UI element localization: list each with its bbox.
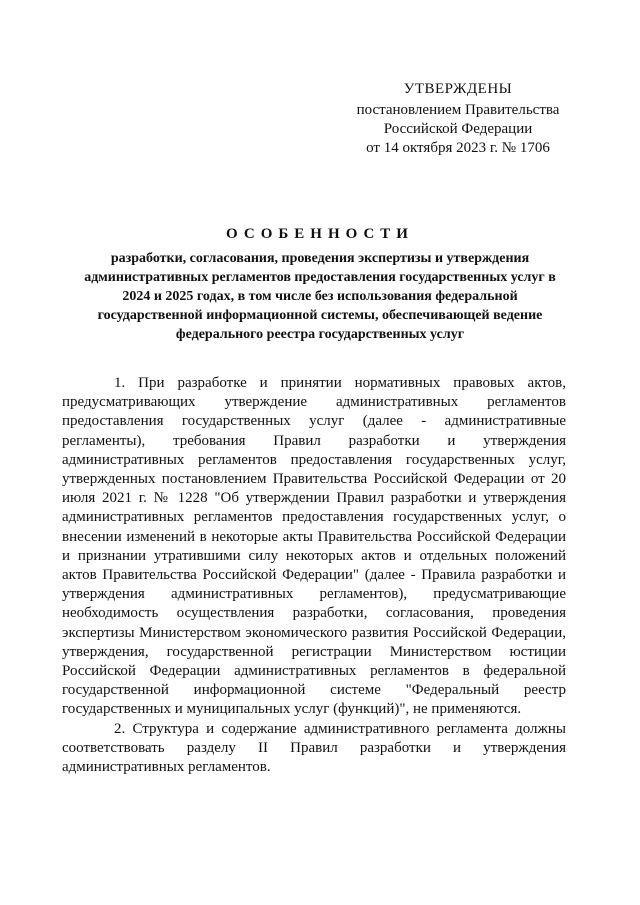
approval-block: [340, 80, 576, 158]
paragraph-2: 2. Структура и содержание административного регламента должны соответствовать разделу II Правил разработки и утверждения административных регламентов.: [62, 720, 566, 776]
approval-line-2: Российской Федерации: [383, 121, 533, 137]
document-body: [62, 374, 566, 777]
paragraph-1: 1. При разработке и принятии нормативных правовых актов, предусматривающих утверждение административных регламентов предоставления государственных услуг (далее - административные регламенты), требования Правил разработки и утверждения административных регламентов предоставления государственных услуг, утвержденных постановлением Правительства Российской Федерации от 20 июля 2021 г. № 1228 "Об утверждении Правил разработки и утверждения административных регламентов предоставления государственных услуг, о внесении изменений в некоторые акты Правительства Российской Федерации и признании утратившими силу некоторых актов и отдельных положений актов Правительства Российской Федерации" (далее - Правила разработки и утверждения административных регламентов), предусматривающие необходимость осуществления разработки, согласования, проведения экспертизы Министерством экономического развития Российской Федерации, утверждения, государственной регистрации Министерством юстиции Российской Федерации административных регламентов в федеральной государственной информационной системе "Федеральный реестр государственных и муниципальных услуг (функций)", не применяются.: [62, 375, 566, 718]
document-subtitle: разработки, согласования, проведения экспертизы и утверждения административных регламентов предоставления государственных услуг в 2024 и 2025 годах, в том числе без использования федеральной государственной информационной системы, обеспечивающей ведение федерального реестра государственных услуг: [84, 251, 556, 342]
approval-stamp: УТВЕРЖДЕНЫ: [403, 81, 513, 97]
approval-line-3: от 14 октября 2023 г. № 1706: [366, 140, 550, 156]
approval-line-1: постановлением Правительства: [356, 102, 560, 118]
document-title: ОСОБЕННОСТИ: [226, 226, 414, 242]
